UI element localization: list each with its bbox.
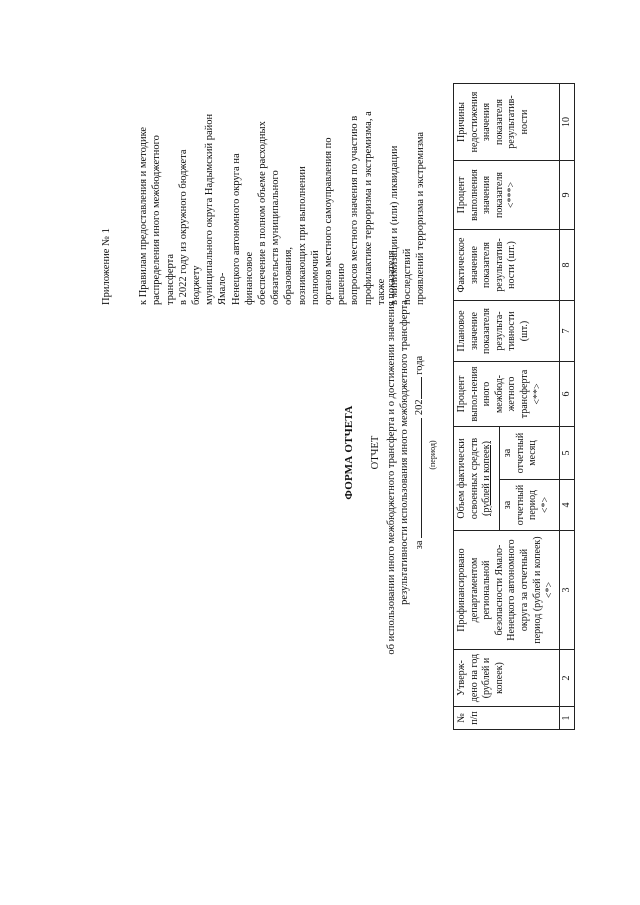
appendix-line: распределения иного межбюджетного трансферта <box>151 135 176 305</box>
period-hint: (период) <box>428 440 437 470</box>
table-header-row <box>454 84 500 730</box>
appendix-line: Ненецкого автономного округа на финансовое <box>230 153 255 305</box>
header-cell: Плановое значение показателя результа-тивности (шт.) <box>454 301 560 362</box>
column-number: 2 <box>559 650 575 707</box>
appendix-line: к Правилам предоставления и методике <box>138 126 150 305</box>
period-blank <box>411 418 422 538</box>
header-cell: Утверж-дено на год (рублей и копеек) <box>454 650 560 707</box>
header-cell-group <box>454 427 500 531</box>
appendix-line: муниципального округа Надымский район Ямало- <box>204 113 229 305</box>
header-group-title: Объем фактически освоенных средств <box>456 437 480 520</box>
report-subtitle <box>385 0 411 905</box>
period-year: 202 <box>414 399 425 416</box>
header-cell: Фактическое значение показателя результатив-ности (шт.) <box>454 230 560 301</box>
appendix-line: в 2022 году из окружного бюджета бюджету <box>177 149 203 305</box>
appendix-line: возникающих при выполнении полномочий <box>296 166 321 305</box>
appendix-line: обеспечение в полном объеме расходных <box>257 121 269 305</box>
column-number: 4 <box>559 480 575 531</box>
column-number: 7 <box>559 301 575 362</box>
report-subtitle-line: результативности использования иного межбюджетного трансферта <box>399 300 410 605</box>
header-cell: № п/п <box>454 707 560 730</box>
appendix-title: Приложение № 1 <box>101 228 112 305</box>
column-number: 6 <box>559 362 575 427</box>
header-cell: Причины недостижения значения показателя результатив-ности <box>454 84 560 161</box>
table-number-row <box>559 84 575 730</box>
report-title: ОТЧЕТ <box>370 435 381 470</box>
appendix-line: в минимизации и (или) ликвидации последствий <box>389 145 414 305</box>
report-table <box>453 83 575 730</box>
form-title: ФОРМА ОТЧЕТА <box>343 405 355 500</box>
appendix-line: обязательств муниципального образования, <box>270 170 295 305</box>
header-cell: Процент выполнения значения показателя <***> <box>454 161 560 230</box>
appendix-line: вопросов местного значения по участию в <box>349 115 361 305</box>
appendix-line: профилактике терроризма и экстремизма, а также <box>362 111 387 305</box>
report-subtitle-line: об использовании иного межбюджетного трансферта и о достижении значения показателя <box>386 250 397 655</box>
appendix-line: органов местного самоуправления по решению <box>323 137 348 305</box>
column-number: 5 <box>559 427 575 480</box>
header-cell: Профинансировано департаментом региональной безопасности Ямало-Ненецкого автономного округа за отчетный период (рублей и копеек) <*> <box>454 531 560 650</box>
column-number: 9 <box>559 161 575 230</box>
appendix-line: проявлений терроризма и экстремизма <box>415 131 427 305</box>
period-prefix: за <box>414 540 425 550</box>
column-number: 3 <box>559 531 575 650</box>
header-group-unit: (рублей и копеек) <box>481 441 493 516</box>
column-number: 10 <box>559 84 575 161</box>
header-cell: за отчетный период <*> <box>500 480 560 531</box>
year-blank <box>411 377 422 399</box>
period-line <box>411 0 425 905</box>
column-number: 8 <box>559 230 575 301</box>
period-suffix: года <box>414 355 425 375</box>
header-cell: Процент выпол-нения иного межбюд-жетного трансферта <**> <box>454 362 560 427</box>
column-number: 1 <box>559 707 575 730</box>
header-cell: за отчетный месяц <box>500 427 560 480</box>
